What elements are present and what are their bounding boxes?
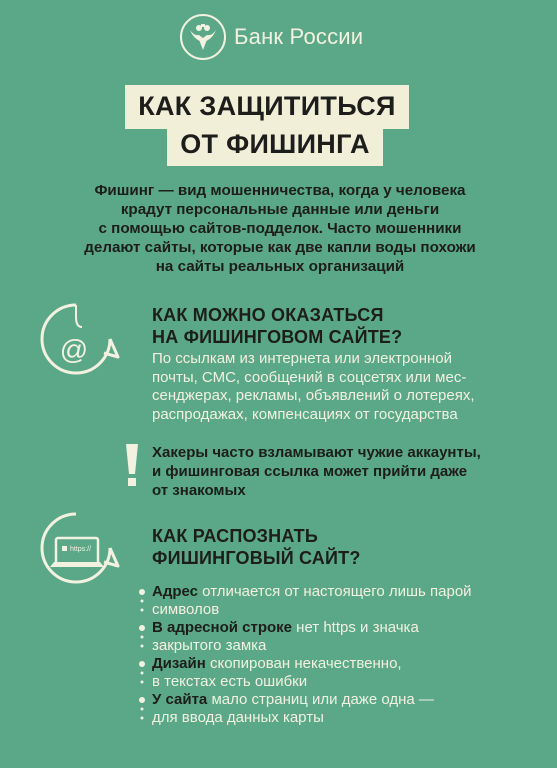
intro-line: Фишинг — вид мошенничества, когда у человека	[94, 182, 466, 199]
section1-text	[152, 350, 522, 424]
list-item	[152, 655, 512, 691]
bullet-list	[152, 583, 512, 727]
eagle-emblem-icon	[182, 16, 224, 58]
intro-line: на сайты реальных организаций	[155, 258, 405, 275]
bullet-line2: в текстах есть ошибки	[152, 673, 308, 690]
warning-text	[152, 443, 522, 500]
intro-line: крадут персональные данные или деньги	[120, 201, 440, 218]
intro-line: делают сайты, которые как две капли воды похожи	[84, 239, 476, 256]
bank-logo	[180, 14, 226, 60]
bullet-line2: закрытого замка	[152, 637, 267, 654]
heading-line: ФИШИНГОВЫЙ САЙТ?	[152, 548, 361, 568]
list-item	[152, 583, 512, 619]
warning-line: Хакеры часто взламывают чужие аккаунты,	[152, 444, 481, 461]
bullet-bold: Дизайн	[152, 655, 206, 672]
heading-line: НА ФИШИНГОВОМ САЙТЕ?	[152, 327, 403, 347]
page-title-line-2: ОТ ФИШИНГА	[180, 129, 370, 159]
svg-text:@: @	[59, 334, 89, 365]
bullet-dotted-line	[138, 588, 146, 728]
bullet-rest: отличается от настоящего лишь парой	[198, 583, 472, 600]
bullet-rest: нет https и значка	[292, 619, 419, 636]
section2-heading	[152, 525, 512, 569]
list-item	[152, 691, 512, 727]
bullet-bold: В адресной строке	[152, 619, 292, 636]
page-title-line-1: КАК ЗАЩИТИТЬСЯ	[138, 91, 396, 121]
phishing-hook-at-icon	[40, 303, 130, 393]
heading-line: КАК РАСПОЗНАТЬ	[152, 526, 318, 546]
text-line: сенджерах, рекламы, объявлений о лотереях,	[152, 387, 475, 404]
intro-text	[60, 181, 500, 276]
section1-heading	[152, 304, 512, 348]
https-label: https://	[70, 546, 92, 553]
warning-line: от знакомых	[152, 482, 246, 499]
list-item	[152, 619, 512, 655]
heading-line: КАК МОЖНО ОКАЗАТЬСЯ	[152, 305, 384, 325]
exclamation-icon	[122, 442, 142, 490]
bullet-line2: для ввода данных карты	[152, 709, 324, 726]
bullet-rest: мало страниц или даже одна —	[207, 691, 434, 708]
bullet-line2: символов	[152, 601, 220, 618]
bullet-rest: скопирован некачественно,	[205, 655, 402, 672]
bank-name: Банк России	[234, 24, 364, 49]
warning-line: и фишинговая ссылка может прийти даже	[152, 463, 468, 480]
header	[0, 14, 557, 66]
laptop-https-icon	[40, 512, 130, 602]
text-line: распродажах, компенсациях от государства	[152, 405, 458, 423]
text-line: По ссылкам из интернета или электронной	[152, 350, 453, 367]
text-line: почты, СМС, сообщений в соцсетях или мес-	[152, 368, 467, 386]
bullet-bold: Адрес	[152, 583, 199, 600]
bullet-bold: У сайта	[152, 691, 208, 708]
intro-line: с помощью сайтов-подделок. Часто мошенники	[98, 220, 462, 237]
